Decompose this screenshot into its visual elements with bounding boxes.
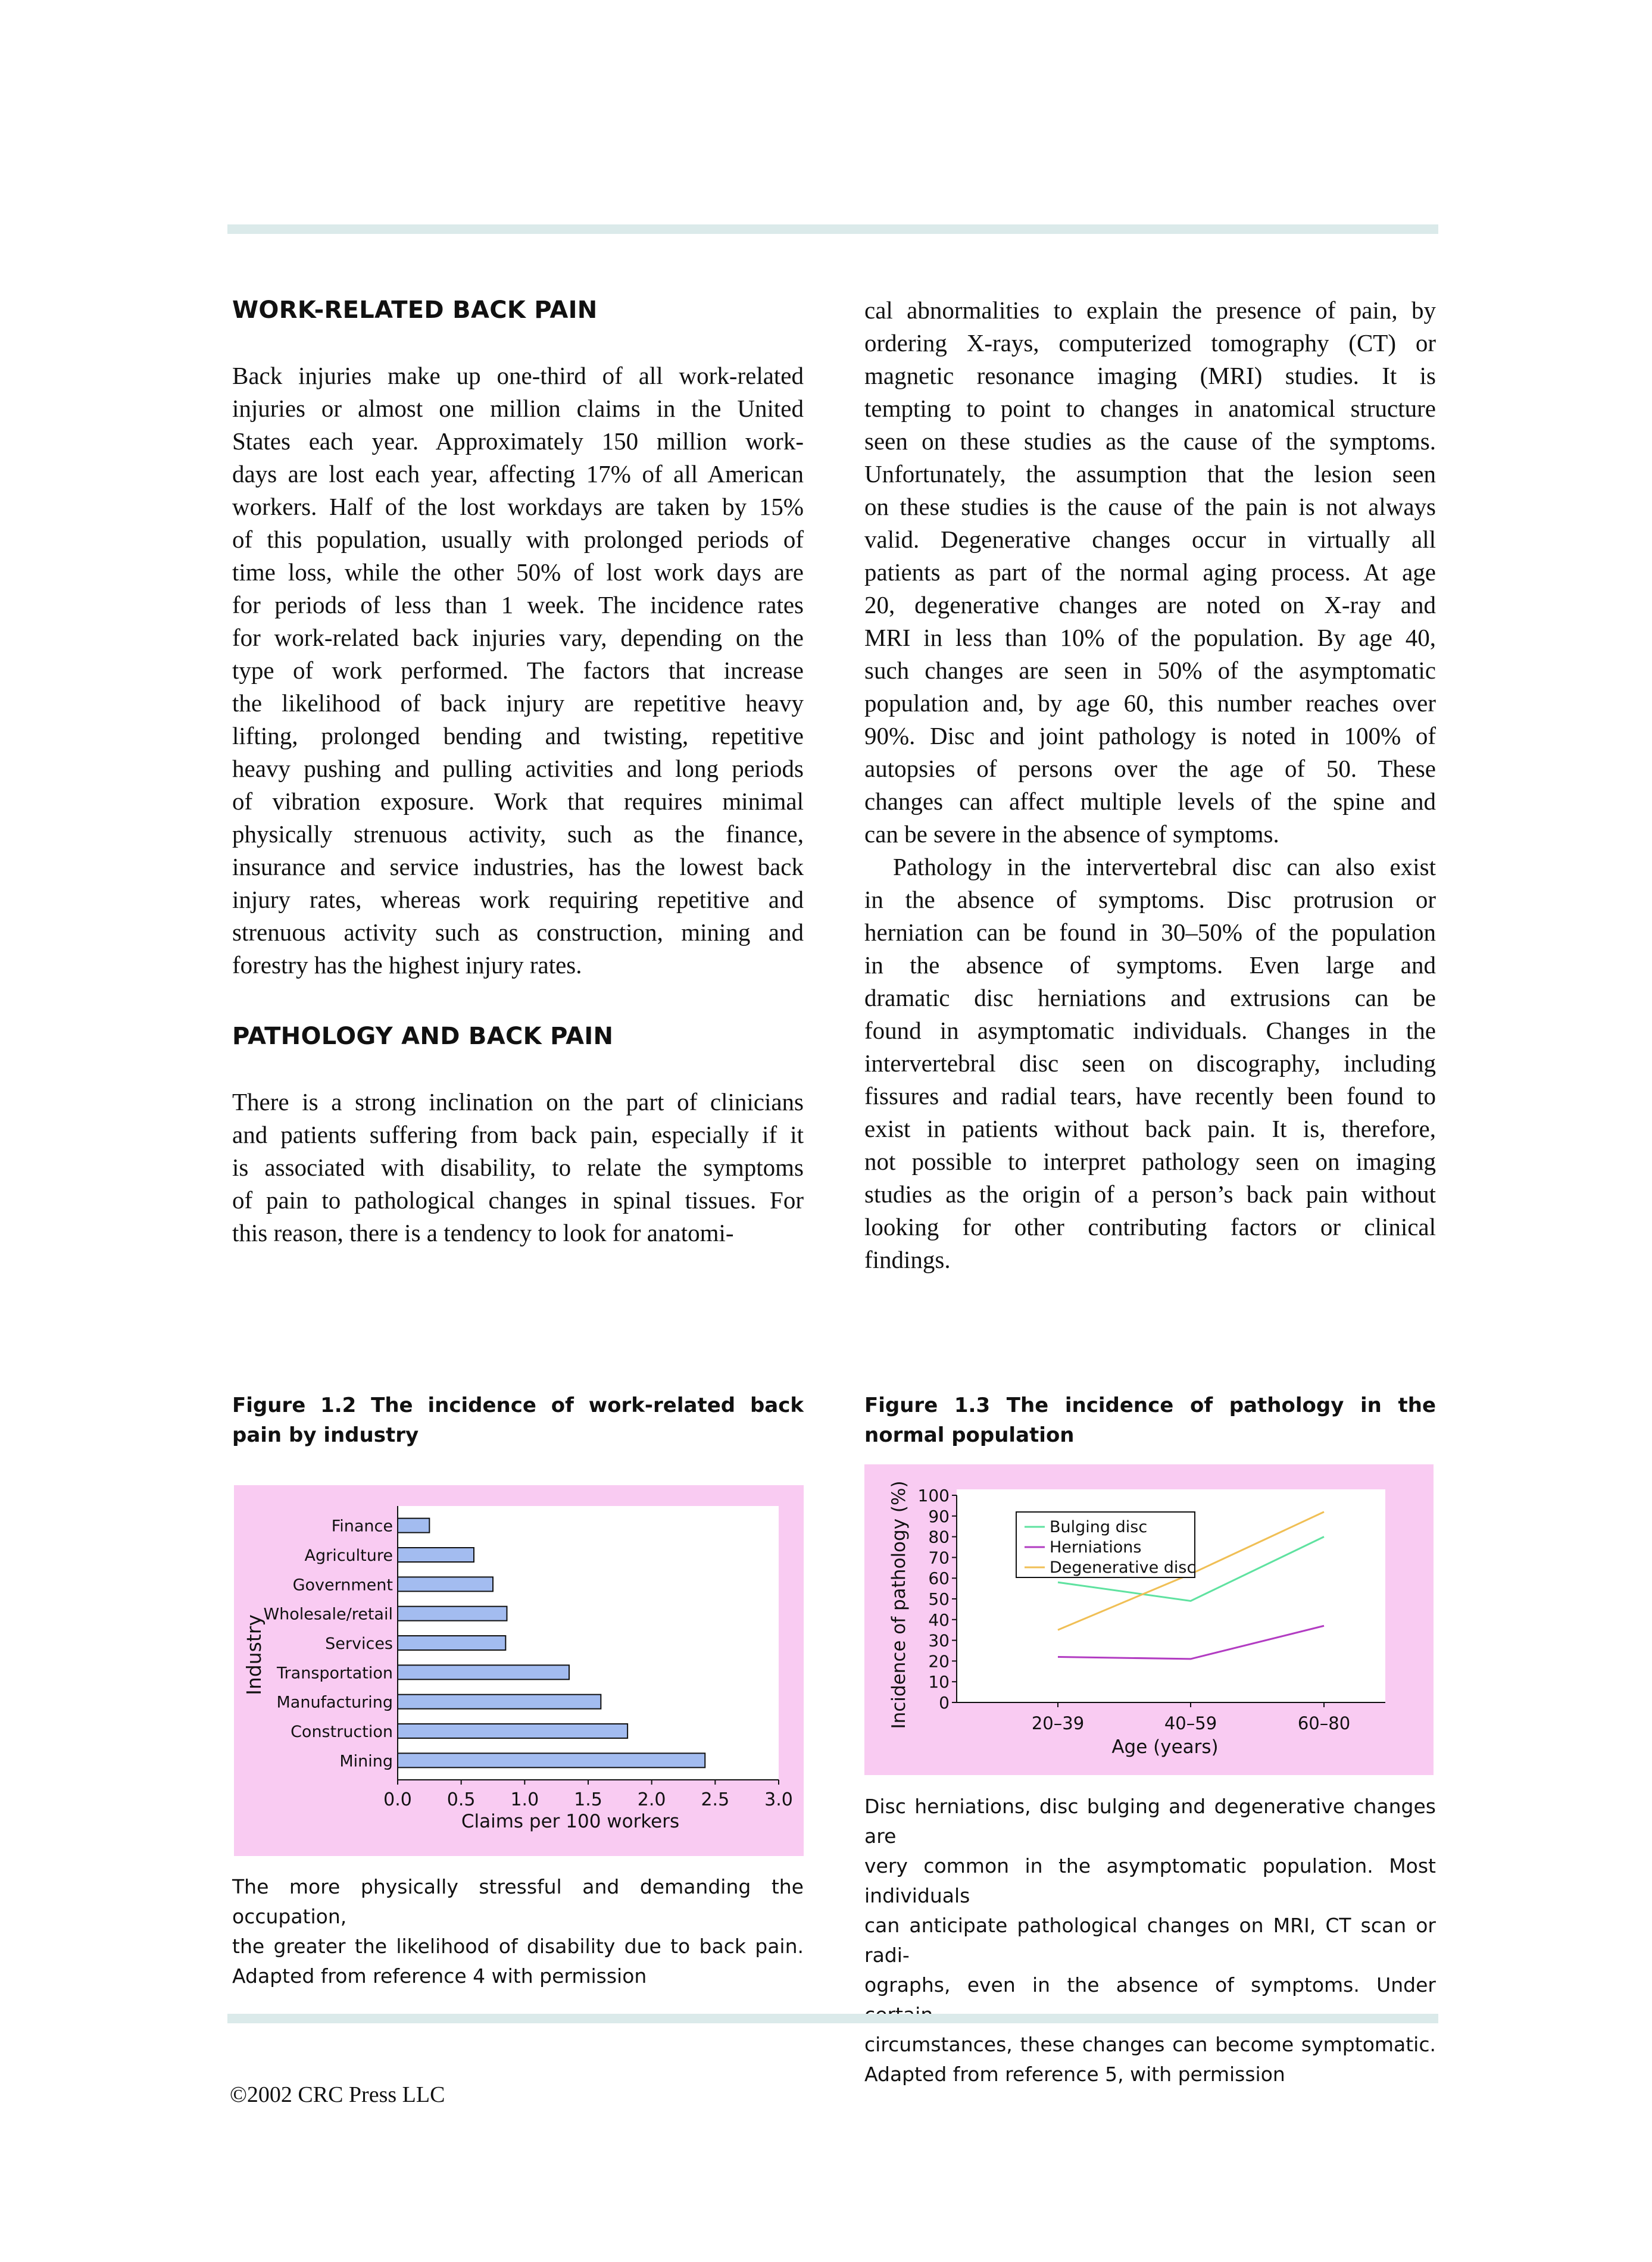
figure-1-2-caption [232,1872,804,1991]
text-line: and patients suffering from back pain, especially if it [232,1121,804,1148]
x-tick-label: 1.0 [510,1789,539,1810]
right-column [864,294,1436,1276]
text-line: for work-related back injuries vary, depending on the [232,624,804,651]
figure-1-3-caption [864,1792,1436,2089]
category-label: Mining [339,1752,393,1771]
top-rule [227,224,1438,234]
text-line: lifting, prolonged bending and twisting, repetitive [232,722,804,749]
figure-1-3-panel [864,1464,1434,1775]
legend-label: Degenerative disc [1050,1558,1196,1577]
x-tick-label: 2.0 [637,1789,666,1810]
text-line: injury rates, whereas work requiring repetitive and [232,886,804,913]
text-line: physically strenuous activity, such as the finance, [232,820,804,848]
category-label: Services [325,1635,393,1653]
text-line: studies as the origin of a person’s back pain without [864,1180,1436,1208]
text-line: magnetic resonance imaging (MRI) studies. It is [864,362,1436,389]
y-tick-label: 80 [928,1527,950,1547]
y-tick-label: 60 [928,1569,950,1589]
text-line: tempting to point to changes in anatomical structure [864,395,1436,422]
category-label: Agriculture [304,1546,393,1565]
text-line: findings. [864,1246,951,1273]
legend-label: Herniations [1050,1538,1142,1557]
text-line: exist in patients without back pain. It is, therefore, [864,1115,1436,1142]
category-label: Manufacturing [276,1693,393,1712]
x-tick-label: 0.5 [446,1789,476,1810]
text-line: cal abnormalities to explain the presence of pain, by [864,296,1436,324]
x-tick-label: 1.5 [574,1789,602,1810]
x-axis-title: Age (years) [1111,1736,1219,1758]
y-tick-label: 90 [928,1506,950,1526]
text-line: can anticipate pathological changes on MRI, CT scan or radi- [864,1914,1436,1967]
text-line: ographs, even in the absence of symptoms. Under [864,1973,1436,1997]
x-tick-label: 60–80 [1297,1713,1351,1733]
text-line: circumstances, these changes can become symptomatic. [864,2033,1436,2056]
bar-manufacturing [398,1695,601,1709]
text-line: the greater the likelihood of disability due to back pain. [232,1935,804,1958]
text-line: seen on these studies as the cause of the symptoms. [864,427,1436,455]
bar-transportation [398,1665,569,1679]
text-line: is associated with disability, to relate the symptoms [232,1154,804,1181]
y-tick-label: 40 [928,1610,950,1630]
text-line: for periods of less than 1 week. The incidence rates [232,591,804,618]
y-tick-label: 100 [917,1486,950,1505]
left-column [232,294,804,1249]
text-line: valid. Degenerative changes occur in virtually all [864,526,1436,553]
bar-finance [398,1519,429,1533]
text-line: looking for other contributing factors or clinical [864,1213,1436,1241]
paragraph-anatomical [864,294,1436,851]
figure-1-2-panel [234,1485,804,1856]
text-line: this reason, there is a tendency to look for anatomi- [232,1219,734,1246]
text-line: very common in the asymptomatic population. Most individuals [864,1854,1436,1907]
y-axis-title: Incidence of pathology (%) [888,1480,910,1729]
text-line: fissures and radial tears, have recently been found to [864,1082,1436,1110]
text-line: heavy pushing and pulling activities and long periods [232,755,804,782]
figure-1-3-title: Figure 1.3 The incidence of pathology in the normal population [864,1394,1436,1447]
text-line: patients as part of the normal aging process. At age [864,558,1436,586]
y-tick-label: 50 [928,1589,950,1609]
category-label: Transportation [277,1664,393,1683]
text-line: of this population, usually with prolonged periods of [232,526,804,553]
text-line: Pathology in the intervertebral disc can also exist [893,853,1436,880]
category-label: Finance [331,1517,393,1536]
text-line: Unfortunately, the assumption that the lesion seen [864,460,1436,488]
text-line: Back injuries make up one-third of all work-related [232,362,804,389]
x-tick-label: 20–39 [1031,1713,1085,1733]
text-line: can be severe in the absence of symptoms. [864,820,1279,848]
text-line: intervertebral disc seen on discography, including [864,1049,1436,1077]
section-heading-work-related: WORK-RELATED BACK PAIN [232,296,598,324]
text-line: injuries or almost one million claims in the United [232,395,804,422]
text-line: population and, by age 60, this number reaches over [864,689,1436,717]
category-label: Wholesale/retail [263,1605,393,1624]
text-line: The more physically stressful and demanding the occupation, [232,1875,804,1928]
bar-government [398,1577,493,1591]
x-axis-title: Claims per 100 workers [461,1811,680,1832]
x-tick-label: 0.0 [383,1789,412,1810]
text-line: time loss, while the other 50% of lost work days are [232,558,804,586]
category-label: Construction [291,1723,393,1741]
legend-label: Bulging disc [1050,1518,1148,1536]
x-tick-label: 40–59 [1164,1713,1217,1733]
text-line: the likelihood of back injury are repetitive heavy [232,689,804,717]
text-line: of pain to pathological changes in spinal tissues. For [232,1186,804,1214]
text-line: such changes are seen in 50% of the asymptomatic [864,657,1436,684]
category-label: Government [292,1576,393,1595]
section-heading-pathology: PATHOLOGY AND BACK PAIN [232,1023,614,1050]
text-line: forestry has the highest injury rates. [232,951,582,979]
bar-construction [398,1724,627,1738]
paragraph-pathology [232,1086,804,1249]
y-tick-label: 30 [928,1630,950,1651]
y-tick-label: 70 [928,1548,950,1568]
figure-1-2-title: Figure 1.2 The incidence of work-related back pain by industry [232,1394,804,1447]
bottom-rule [227,2014,1438,2023]
text-line: 20, degenerative changes are noted on X-ray and [864,591,1436,618]
paragraph-work-related [232,360,804,982]
text-line: days are lost each year, affecting 17% of all American [232,460,804,488]
text-line: dramatic disc herniations and extrusions can be [864,984,1436,1011]
bar-agriculture [398,1548,474,1562]
y-tick-label: 20 [928,1651,950,1671]
text-line: found in asymptomatic individuals. Changes in the [864,1017,1436,1044]
text-line: Adapted from reference 4 with permission [232,1964,647,1988]
paragraph-intervertebral [864,851,1436,1276]
y-tick-label: 10 [928,1672,950,1692]
bar-mining [398,1753,705,1767]
figure-1-3-chart [864,1464,1434,1775]
y-tick-label: 0 [939,1693,950,1713]
text-line: strenuous activity such as construction, mining and [232,918,804,946]
bar-wholesale-retail [398,1607,507,1621]
text-line: changes can affect multiple levels of the spine and [864,788,1436,815]
text-line: insurance and service industries, has the lowest back [232,853,804,880]
text-line: autopsies of persons over the age of 50. These [864,755,1436,782]
text-line: MRI in less than 10% of the population. By age 40, [864,624,1436,651]
text-line: not possible to interpret pathology seen on imaging [864,1148,1436,1175]
text-line: States each year. Approximately 150 million work- [232,427,804,455]
text-line: ordering X-rays, computerized tomography (CT) or [864,329,1436,357]
copyright-footer: ©2002 CRC Press LLC [230,2082,445,2107]
text-line: type of work performed. The factors that increase [232,657,804,684]
bar-services [398,1636,505,1650]
text-line: Adapted from reference 5, with permission [864,2063,1285,2086]
text-line: There is a strong inclination on the part of clinicians [232,1088,804,1116]
text-line: of vibration exposure. Work that requires minimal [232,788,804,815]
text-line: on these studies is the cause of the pain is not always [864,493,1436,520]
y-axis-title: Industry [242,1614,266,1695]
text-line: workers. Half of the lost workdays are taken by 15% [232,493,804,520]
text-line: in the absence of symptoms. Disc protrusion or [864,886,1436,913]
text-line: in the absence of symptoms. Even large and [864,951,1436,979]
text-line: Disc herniations, disc bulging and degenerative changes are [864,1795,1436,1848]
figure-1-2-chart [234,1485,804,1856]
text-line: 90%. Disc and joint pathology is noted in 100% of [864,722,1436,749]
text-line: herniation can be found in 30–50% of the population [864,918,1436,946]
x-tick-label: 2.5 [701,1789,730,1810]
x-tick-label: 3.0 [764,1789,793,1810]
